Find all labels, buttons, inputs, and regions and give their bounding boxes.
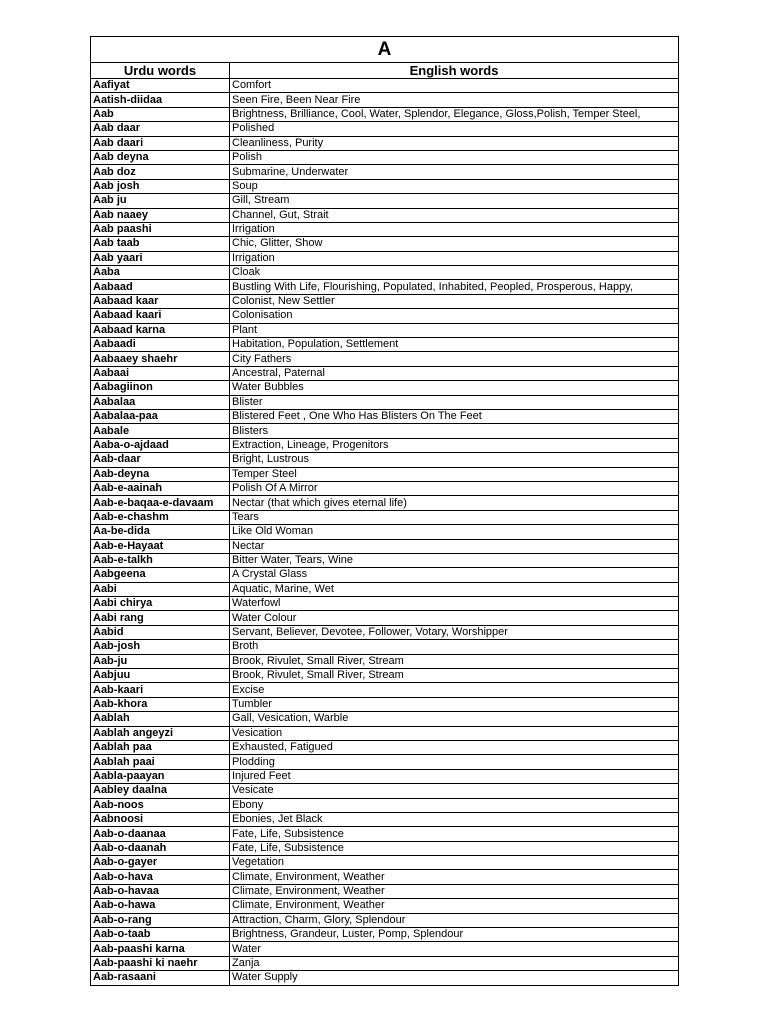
- english-meaning: Vesication: [230, 726, 679, 740]
- english-meaning: Brightness, Brilliance, Cool, Water, Splendor, Elegance, Gloss,Polish, Temper Steel,: [230, 107, 679, 121]
- table-row: [91, 194, 679, 208]
- urdu-word: Aab-daar: [91, 453, 230, 467]
- english-meaning: Plodding: [230, 755, 679, 769]
- urdu-word: Aab-e-talkh: [91, 553, 230, 567]
- urdu-word: Aatish-diidaa: [91, 93, 230, 107]
- urdu-word: Aab-ju: [91, 654, 230, 668]
- table-row: [91, 712, 679, 726]
- table-row: [91, 942, 679, 956]
- table-row: [91, 553, 679, 567]
- english-meaning: Gall, Vesication, Warble: [230, 712, 679, 726]
- english-meaning: Ebony: [230, 798, 679, 812]
- table-row: [91, 812, 679, 826]
- english-meaning: Polished: [230, 122, 679, 136]
- urdu-word: Aabaadi: [91, 338, 230, 352]
- table-row: [91, 625, 679, 639]
- urdu-column-header: Urdu words: [91, 63, 230, 79]
- table-row: [91, 913, 679, 927]
- english-meaning: Bright, Lustrous: [230, 453, 679, 467]
- urdu-word: Aabi rang: [91, 611, 230, 625]
- english-meaning: Fate, Life, Subsistence: [230, 827, 679, 841]
- english-meaning: Cloak: [230, 266, 679, 280]
- english-meaning: Climate, Environment, Weather: [230, 884, 679, 898]
- table-row: [91, 467, 679, 481]
- table-row: [91, 971, 679, 985]
- urdu-word: Aab taab: [91, 237, 230, 251]
- urdu-word: Aab: [91, 107, 230, 121]
- english-meaning: Blisters: [230, 424, 679, 438]
- table-row: [91, 683, 679, 697]
- english-meaning: Plant: [230, 323, 679, 337]
- table-row: [91, 208, 679, 222]
- urdu-word: Aabaad karna: [91, 323, 230, 337]
- english-meaning: Comfort: [230, 79, 679, 93]
- english-meaning: Blister: [230, 395, 679, 409]
- urdu-word: Aab-khora: [91, 697, 230, 711]
- urdu-word: Aab-e-chashm: [91, 510, 230, 524]
- table-row: [91, 93, 679, 107]
- table-row: [91, 539, 679, 553]
- table-row: [91, 827, 679, 841]
- table-row: [91, 424, 679, 438]
- urdu-word: Aab-e-Hayaat: [91, 539, 230, 553]
- table-row: [91, 323, 679, 337]
- english-meaning: Bitter Water, Tears, Wine: [230, 553, 679, 567]
- table-row: [91, 669, 679, 683]
- urdu-word: Aab naaey: [91, 208, 230, 222]
- urdu-word: Aaba: [91, 266, 230, 280]
- urdu-word: Aab-rasaani: [91, 971, 230, 985]
- urdu-word: Aab-o-hava: [91, 870, 230, 884]
- table-row: [91, 841, 679, 855]
- table-row: [91, 899, 679, 913]
- table-row: [91, 165, 679, 179]
- english-meaning: Channel, Gut, Strait: [230, 208, 679, 222]
- table-row: [91, 280, 679, 294]
- english-meaning: Attraction, Charm, Glory, Splendour: [230, 913, 679, 927]
- table-row: [91, 481, 679, 495]
- table-row: [91, 640, 679, 654]
- urdu-word: Aab-o-taab: [91, 928, 230, 942]
- urdu-word: Aab-e-baqaa-e-davaam: [91, 496, 230, 510]
- table-row: [91, 568, 679, 582]
- urdu-word: Aab-o-gayer: [91, 856, 230, 870]
- urdu-word: Aabaad: [91, 280, 230, 294]
- table-row: [91, 496, 679, 510]
- english-meaning: Aquatic, Marine, Wet: [230, 582, 679, 596]
- english-meaning: Tears: [230, 510, 679, 524]
- english-meaning: Blistered Feet , One Who Has Blisters On The Feet: [230, 409, 679, 423]
- urdu-word: Aab-o-daanah: [91, 841, 230, 855]
- english-meaning: Vegetation: [230, 856, 679, 870]
- urdu-word: Aab-o-daanaa: [91, 827, 230, 841]
- table-row: [91, 582, 679, 596]
- english-meaning: Colonisation: [230, 309, 679, 323]
- urdu-word: Aab paashi: [91, 222, 230, 236]
- english-meaning: Irrigation: [230, 251, 679, 265]
- table-row: [91, 928, 679, 942]
- english-column-header: English words: [230, 63, 679, 79]
- english-meaning: Servant, Believer, Devotee, Follower, Votary, Worshipper: [230, 625, 679, 639]
- table-row: [91, 309, 679, 323]
- urdu-word: Aab-o-rang: [91, 913, 230, 927]
- english-meaning: Cleanliness, Purity: [230, 136, 679, 150]
- table-row: [91, 740, 679, 754]
- urdu-word: Aa-be-dida: [91, 525, 230, 539]
- urdu-word: Aabale: [91, 424, 230, 438]
- english-meaning: Fate, Life, Subsistence: [230, 841, 679, 855]
- table-row: [91, 884, 679, 898]
- urdu-word: Aab-deyna: [91, 467, 230, 481]
- english-meaning: Bustling With Life, Flourishing, Populated, Inhabited, Peopled, Prosperous, Happy,: [230, 280, 679, 294]
- english-meaning: Polish: [230, 150, 679, 164]
- urdu-word: Aabaad kaar: [91, 294, 230, 308]
- urdu-word: Aab-josh: [91, 640, 230, 654]
- table-row: [91, 179, 679, 193]
- english-meaning: Brook, Rivulet, Small River, Stream: [230, 654, 679, 668]
- urdu-word: Aab daari: [91, 136, 230, 150]
- english-meaning: Irrigation: [230, 222, 679, 236]
- english-meaning: Water Bubbles: [230, 381, 679, 395]
- table-row: [91, 755, 679, 769]
- table-row: [91, 956, 679, 970]
- english-meaning: Ancestral, Paternal: [230, 366, 679, 380]
- english-meaning: Brook, Rivulet, Small River, Stream: [230, 669, 679, 683]
- table-row: [91, 338, 679, 352]
- urdu-word: Aabaai: [91, 366, 230, 380]
- urdu-word: Aab daar: [91, 122, 230, 136]
- glossary-sheet: [90, 36, 678, 986]
- urdu-word: Aabla-paayan: [91, 769, 230, 783]
- table-row: [91, 136, 679, 150]
- urdu-word: Aaba-o-ajdaad: [91, 438, 230, 452]
- urdu-word: Aab-paashi ki naehr: [91, 956, 230, 970]
- english-meaning: Excise: [230, 683, 679, 697]
- english-meaning: Chic, Glitter, Show: [230, 237, 679, 251]
- english-meaning: Colonist, New Settler: [230, 294, 679, 308]
- table-row: [91, 395, 679, 409]
- urdu-word: Aab-paashi karna: [91, 942, 230, 956]
- urdu-word: Aabgeena: [91, 568, 230, 582]
- english-meaning: Exhausted, Fatigued: [230, 740, 679, 754]
- urdu-word: Aabi: [91, 582, 230, 596]
- english-meaning: Nectar (that which gives eternal life): [230, 496, 679, 510]
- urdu-word: Aab doz: [91, 165, 230, 179]
- english-meaning: Broth: [230, 640, 679, 654]
- table-row: [91, 597, 679, 611]
- table-row: [91, 352, 679, 366]
- english-meaning: Water Supply: [230, 971, 679, 985]
- table-row: [91, 856, 679, 870]
- english-meaning: Tumbler: [230, 697, 679, 711]
- table-row: [91, 453, 679, 467]
- table-row: [91, 697, 679, 711]
- english-meaning: Water: [230, 942, 679, 956]
- urdu-word: Aabalaa-paa: [91, 409, 230, 423]
- table-row: [91, 438, 679, 452]
- table-row: [91, 366, 679, 380]
- english-meaning: Like Old Woman: [230, 525, 679, 539]
- table-row: [91, 222, 679, 236]
- glossary-table: [90, 36, 679, 986]
- table-row: [91, 409, 679, 423]
- table-row: [91, 381, 679, 395]
- table-row: [91, 79, 679, 93]
- urdu-word: Aab ju: [91, 194, 230, 208]
- table-row: [91, 525, 679, 539]
- table-row: [91, 266, 679, 280]
- table-row: [91, 726, 679, 740]
- urdu-word: Aablah angeyzi: [91, 726, 230, 740]
- urdu-word: Aabagiinon: [91, 381, 230, 395]
- english-meaning: Waterfowl: [230, 597, 679, 611]
- table-row: [91, 251, 679, 265]
- table-row: [91, 798, 679, 812]
- urdu-word: Aab josh: [91, 179, 230, 193]
- english-meaning: Brightness, Grandeur, Luster, Pomp, Splendour: [230, 928, 679, 942]
- urdu-word: Aabaad kaari: [91, 309, 230, 323]
- english-meaning: Submarine, Underwater: [230, 165, 679, 179]
- english-meaning: Gill, Stream: [230, 194, 679, 208]
- urdu-word: Aab-o-havaa: [91, 884, 230, 898]
- english-meaning: Injured Feet: [230, 769, 679, 783]
- urdu-word: Aafiyat: [91, 79, 230, 93]
- urdu-word: Aabjuu: [91, 669, 230, 683]
- glossary-rows: [91, 79, 679, 986]
- english-meaning: City Fathers: [230, 352, 679, 366]
- english-meaning: Ebonies, Jet Black: [230, 812, 679, 826]
- english-meaning: Soup: [230, 179, 679, 193]
- table-row: [91, 510, 679, 524]
- urdu-word: Aab yaari: [91, 251, 230, 265]
- english-meaning: Nectar: [230, 539, 679, 553]
- urdu-word: Aablah: [91, 712, 230, 726]
- english-meaning: Extraction, Lineage, Progenitors: [230, 438, 679, 452]
- english-meaning: Climate, Environment, Weather: [230, 899, 679, 913]
- english-meaning: Polish Of A Mirror: [230, 481, 679, 495]
- table-row: [91, 784, 679, 798]
- table-row: [91, 122, 679, 136]
- table-row: [91, 150, 679, 164]
- urdu-word: Aab-o-hawa: [91, 899, 230, 913]
- urdu-word: Aabnoosi: [91, 812, 230, 826]
- table-row: [91, 654, 679, 668]
- table-row: [91, 237, 679, 251]
- table-row: [91, 769, 679, 783]
- table-row: [91, 870, 679, 884]
- english-meaning: Habitation, Population, Settlement: [230, 338, 679, 352]
- english-meaning: Temper Steel: [230, 467, 679, 481]
- english-meaning: Climate, Environment, Weather: [230, 870, 679, 884]
- urdu-word: Aab deyna: [91, 150, 230, 164]
- english-meaning: A Crystal Glass: [230, 568, 679, 582]
- urdu-word: Aablah paai: [91, 755, 230, 769]
- urdu-word: Aabi chirya: [91, 597, 230, 611]
- table-row: [91, 611, 679, 625]
- urdu-word: Aabalaa: [91, 395, 230, 409]
- urdu-word: Aab-kaari: [91, 683, 230, 697]
- urdu-word: Aabaaey shaehr: [91, 352, 230, 366]
- section-letter: A: [91, 37, 679, 63]
- english-meaning: Water Colour: [230, 611, 679, 625]
- table-row: [91, 107, 679, 121]
- urdu-word: Aablah paa: [91, 740, 230, 754]
- table-row: [91, 294, 679, 308]
- english-meaning: Vesicate: [230, 784, 679, 798]
- urdu-word: Aabley daalna: [91, 784, 230, 798]
- urdu-word: Aab-e-aainah: [91, 481, 230, 495]
- urdu-word: Aab-noos: [91, 798, 230, 812]
- english-meaning: Seen Fire, Been Near Fire: [230, 93, 679, 107]
- urdu-word: Aabid: [91, 625, 230, 639]
- english-meaning: Zanja: [230, 956, 679, 970]
